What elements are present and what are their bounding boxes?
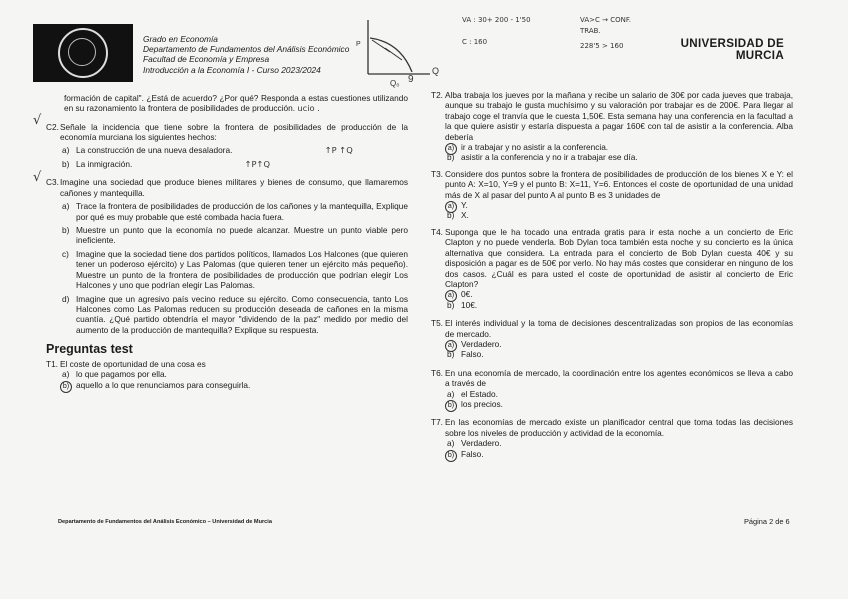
option-t3-a bbox=[431, 200, 793, 210]
option-label: b) bbox=[62, 159, 70, 170]
question-text: En las economías de mercado existe un planificador central que toma todas las decisiones sobre los niveles de producción y actividad de la economía. bbox=[445, 417, 793, 438]
question-number: T7. bbox=[431, 417, 443, 428]
option-text: 0€. bbox=[461, 289, 473, 300]
handwritten-note: VA>C → CONF. bbox=[580, 16, 631, 24]
option-c3-c bbox=[46, 249, 408, 291]
handwritten-note: C : 160 bbox=[462, 38, 488, 46]
handwritten-note: 228'5 > 160 bbox=[580, 42, 624, 50]
handwritten-note: ↑P ↑Q bbox=[324, 144, 353, 155]
handwritten-note: TRAB. bbox=[580, 27, 601, 35]
option-text: X. bbox=[461, 210, 469, 221]
option-text: los precios. bbox=[461, 398, 503, 409]
option-text: 10€. bbox=[461, 299, 478, 310]
question-c1-continuation bbox=[46, 93, 408, 114]
option-t7-b bbox=[431, 449, 793, 459]
check-mark-icon: √ bbox=[33, 112, 42, 128]
option-t3-b bbox=[431, 210, 793, 220]
option-label: a) bbox=[447, 388, 455, 399]
option-t1-b bbox=[46, 380, 408, 390]
option-text: Imagine que un agresivo país vecino reduce su ejército. Como consecuencia, tanto Los Halcones como Las Palomas reducen su producción deseada de cañones en la misma cuantía. ¿Qué partido obtendría el mayor "dividendo de la paz" medido por medio del aumento de la producción de mantequilla? Explique su respuesta. bbox=[76, 293, 408, 335]
check-mark-icon: √ bbox=[33, 170, 42, 186]
question-number: T6. bbox=[431, 367, 443, 378]
question-t5 bbox=[431, 318, 793, 339]
option-t5-a bbox=[431, 339, 793, 349]
option-label: b) bbox=[447, 299, 455, 310]
question-number: T3. bbox=[431, 168, 443, 179]
option-text: Imagine que la sociedad tiene dos partidos políticos, llamados Los Halcones (que quieren tener un poderoso ejército) y Las Palomas (que quieren tener un ejército más pequeño). Muestre un punto de la frontera de posibilidades de producción que podrían elegir Los Halcones y uno que podrían elegir Las Palomas. bbox=[76, 248, 408, 291]
question-text: El coste de oportunidad de una cosa es bbox=[60, 358, 206, 369]
option-c3-d bbox=[46, 294, 408, 336]
question-text: formación de capital". ¿Está de acuerdo? ¿Por qué? Responda a estas cuestiones utilizando en su razonamiento la frontera de posibilidades de producción. bbox=[64, 93, 408, 114]
option-text: Y. bbox=[461, 200, 468, 211]
sketch-label: 9 bbox=[408, 74, 414, 85]
option-label: d) bbox=[62, 293, 70, 304]
option-text: asistir a la conferencia y no ir a trabajar ese día. bbox=[461, 152, 638, 163]
question-text: El interés individual y la toma de decisiones descentralizadas son propios de las economías de mercado. bbox=[445, 318, 793, 339]
question-t2 bbox=[431, 90, 793, 142]
left-column bbox=[33, 93, 408, 391]
option-c2-b bbox=[46, 159, 408, 169]
seal-icon bbox=[58, 28, 108, 78]
option-text: aquello a lo que renunciamos para conseguirla. bbox=[76, 380, 251, 391]
handwritten-answer: ucio . bbox=[297, 103, 320, 114]
question-number: C3. bbox=[46, 177, 59, 188]
option-t4-b bbox=[431, 300, 793, 310]
option-text: Verdadero. bbox=[461, 438, 502, 449]
option-t7-a bbox=[431, 438, 793, 448]
selected-answer-circle: a) bbox=[445, 340, 457, 352]
option-label: a) bbox=[447, 438, 455, 449]
option-text: Muestre un punto que la economía no puede alcanzar. Muestre un punto viable pero ineficiente. bbox=[76, 225, 408, 246]
option-text: ir a trabajar y no asistir a la conferencia. bbox=[461, 142, 609, 153]
option-label: c) bbox=[62, 248, 69, 259]
option-label: a) bbox=[62, 368, 70, 379]
selected-answer-circle: b) bbox=[445, 450, 457, 462]
header-line: Departamento de Fundamentos del Análisis Económico bbox=[143, 44, 350, 55]
university-line: MURCIA bbox=[735, 49, 784, 62]
option-label: b) bbox=[447, 349, 455, 360]
question-t7 bbox=[431, 417, 793, 438]
option-label: b) bbox=[447, 152, 455, 163]
footer-department: Departamento de Fundamentos del Análisis Económico – Universidad de Murcia bbox=[58, 519, 272, 525]
university-logo bbox=[33, 24, 133, 82]
option-text: Falso. bbox=[461, 448, 484, 459]
option-text: La construcción de una nueva desaladora. bbox=[76, 144, 233, 155]
question-number: C2. bbox=[46, 121, 59, 132]
option-c2-a bbox=[46, 145, 408, 155]
option-label: b) bbox=[62, 225, 70, 236]
option-text: La inmigración. bbox=[76, 159, 133, 170]
option-t1-a bbox=[46, 369, 408, 379]
question-c2 bbox=[33, 112, 408, 143]
sketch-label: P bbox=[356, 41, 361, 48]
question-c3 bbox=[33, 170, 408, 198]
question-number: T1. bbox=[46, 358, 58, 369]
question-t3 bbox=[431, 169, 793, 200]
option-label: a) bbox=[62, 144, 70, 155]
header-line: Facultad de Economía y Empresa bbox=[143, 54, 270, 65]
option-c3-a bbox=[46, 201, 408, 222]
selected-answer-circle: b) bbox=[60, 381, 72, 393]
question-text: Considere dos puntos sobre la frontera de posibilidades de producción de los bienes X e Y: el punto A: X=10, Y=9 y el punto B: X=11, Y=6. Entonces el coste de oportunidad de una unidad más de X al pasar del punto A al punto B es 3 unidades de bbox=[445, 168, 793, 200]
question-number: T4. bbox=[431, 226, 443, 237]
option-label bbox=[445, 449, 459, 462]
selected-answer-circle: a) bbox=[445, 290, 457, 302]
question-t1 bbox=[46, 359, 408, 369]
option-label bbox=[60, 380, 74, 393]
sketch-label: Q bbox=[432, 66, 440, 76]
question-t6 bbox=[431, 368, 793, 389]
question-text: Alba trabaja los jueves por la mañana y recibe un salario de 30€ por cada jueves que trabaja, aunque su trabajo le gusta muchísimo y su valoración por trabajar es de 200€. Para llegar al trabajo coge el tranvía que le cuesta 1,50€. Esta semana hay una conferencia en la facultad a la que quiere asistir y estaría dispuesta a pagar 160€ con tal de asistir a la conferencia. Alba debería bbox=[445, 90, 793, 142]
option-t6-a bbox=[431, 389, 793, 399]
option-text: Verdadero. bbox=[461, 338, 502, 349]
option-text: lo que pagamos por ella. bbox=[76, 368, 167, 379]
option-text: Trace la frontera de posibilidades de producción de los cañones y la mantequilla, Explique por qué es muy probable que esté combada hacia fuera. bbox=[76, 201, 408, 222]
option-label: b) bbox=[447, 210, 455, 221]
sketch-label: Q₀ bbox=[390, 79, 400, 88]
option-label: a) bbox=[62, 201, 70, 212]
question-text: Señale la incidencia que tiene sobre la frontera de posibilidades de producción de la economía murciana los siguientes hechos: bbox=[60, 121, 408, 143]
option-t5-b bbox=[431, 349, 793, 359]
question-text: En una economía de mercado, la coordinación entre los agentes económicos se lleva a cabo a través de bbox=[445, 367, 793, 389]
right-column bbox=[431, 90, 793, 459]
option-text: Falso. bbox=[461, 349, 484, 360]
university-line: UNIVERSIDAD DE bbox=[680, 37, 784, 50]
handwritten-note: VA : 30+ 200 - 1'50 bbox=[462, 16, 531, 24]
university-name bbox=[681, 38, 784, 62]
option-t2-a bbox=[431, 142, 793, 152]
ppf-sketch bbox=[350, 12, 450, 90]
option-t4-a bbox=[431, 289, 793, 299]
header-line: Grado en Economía bbox=[143, 34, 218, 44]
question-text: Imagine una sociedad que produce bienes militares y bienes de consumo, que llamaremos cañones y mantequilla. bbox=[60, 177, 408, 198]
option-text: el Estado. bbox=[461, 388, 498, 399]
option-label bbox=[445, 399, 459, 412]
header-info bbox=[143, 34, 349, 75]
selected-answer-circle: a) bbox=[445, 201, 457, 213]
handwritten-note: ↑P↑Q bbox=[244, 159, 271, 170]
question-text: Suponga que le ha tocado una entrada gratis para ir esta noche a un concierto de Eric Clapton y no puede venderla. Bob Dylan toca también esta noche y su concierto es la única alternativa que considera. La entrada para el concierto de Bob Dylan cuesta 40€ y su disposición a pagar es de 50€ por verlo. No hay más costes que considerar en ninguno de los dos casos. ¿Cuál es para usted el coste de oportunidad de asistir al concierto de Eric Clapton? bbox=[445, 226, 793, 289]
header-line: Introducción a la Economía I - Curso 2023/2024 bbox=[143, 64, 321, 75]
section-title: Preguntas test bbox=[46, 342, 133, 357]
selected-answer-circle: b) bbox=[445, 400, 457, 412]
page-number: Página 2 de 6 bbox=[744, 517, 790, 526]
question-t4 bbox=[431, 227, 793, 289]
question-number: T2. bbox=[431, 90, 443, 100]
selected-answer-circle: a) bbox=[445, 143, 457, 155]
option-t6-b bbox=[431, 399, 793, 409]
question-number: T5. bbox=[431, 318, 443, 329]
option-t2-b bbox=[431, 152, 793, 162]
option-c3-b bbox=[46, 225, 408, 246]
